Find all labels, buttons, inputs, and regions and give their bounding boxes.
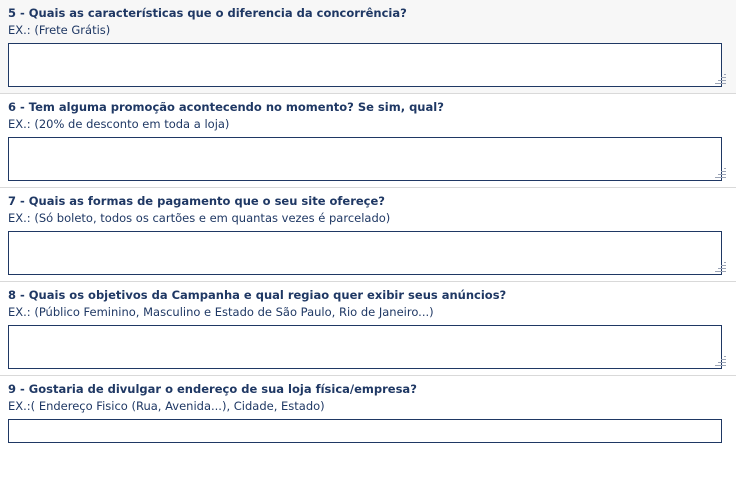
answer-input-6[interactable] bbox=[8, 137, 722, 181]
answer-input-5[interactable] bbox=[8, 43, 722, 87]
question-block-6 bbox=[0, 94, 736, 187]
question-block-7 bbox=[0, 188, 736, 281]
answer-input-9[interactable] bbox=[8, 419, 722, 443]
answer-input-8[interactable] bbox=[8, 325, 722, 369]
question-title-6: 6 - Tem alguma promoção acontecendo no momento? Se sim, qual? bbox=[8, 100, 444, 114]
question-example-6: EX.: (20% de desconto em toda a loja) bbox=[8, 117, 230, 131]
question-example-8: EX.: (Público Feminino, Masculino e Estado de São Paulo, Rio de Janeiro...) bbox=[8, 305, 434, 319]
answer-wrapper-9 bbox=[8, 419, 728, 449]
question-example-5: EX.: (Frete Grátis) bbox=[8, 23, 111, 37]
answer-wrapper-8 bbox=[8, 325, 728, 375]
answer-wrapper-5 bbox=[8, 43, 728, 93]
question-title-8: 8 - Quais os objetivos da Campanha e qual regiao quer exibir seus anúncios? bbox=[8, 288, 507, 302]
answer-wrapper-6 bbox=[8, 137, 728, 187]
question-title-9: 9 - Gostaria de divulgar o endereço de sua loja física/empresa? bbox=[8, 382, 417, 396]
answer-wrapper-7 bbox=[8, 231, 728, 281]
question-title-7: 7 - Quais as formas de pagamento que o seu site ofereçe? bbox=[8, 194, 385, 208]
answer-input-7[interactable] bbox=[8, 231, 722, 275]
question-block-8 bbox=[0, 282, 736, 375]
question-example-7: EX.: (Só boleto, todos os cartões e em quantas vezes é parcelado) bbox=[8, 211, 391, 225]
question-title-5: 5 - Quais as características que o diferencia da concorrência? bbox=[8, 6, 407, 20]
question-block-5 bbox=[0, 0, 736, 93]
question-example-9: EX.:( Endereço Fisico (Rua, Avenida...), Cidade, Estado) bbox=[8, 399, 325, 413]
question-block-9 bbox=[0, 376, 736, 449]
